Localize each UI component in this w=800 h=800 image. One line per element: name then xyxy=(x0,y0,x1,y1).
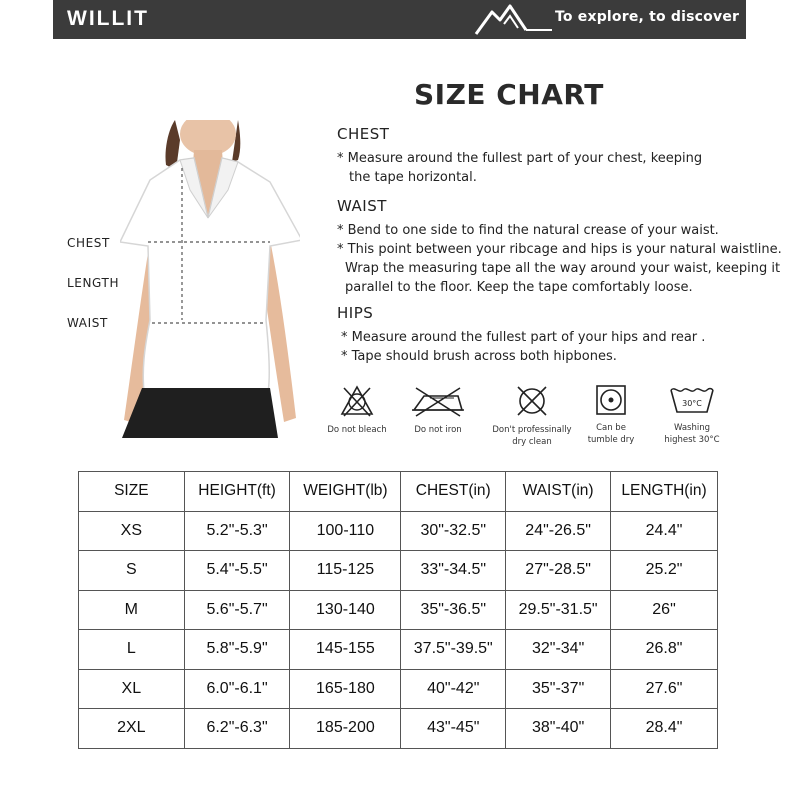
table-row xyxy=(79,709,718,749)
header-bar xyxy=(53,0,746,39)
table-cell: XS xyxy=(79,511,185,551)
table-header: WAIST(in) xyxy=(506,472,611,512)
wash-30-icon xyxy=(669,384,715,416)
table-cell: 115-125 xyxy=(290,551,401,591)
table-header-row xyxy=(79,472,718,512)
hips-title: HIPS xyxy=(337,304,374,322)
care-label: Do not iron xyxy=(414,425,462,435)
table-header: HEIGHT(ft) xyxy=(184,472,290,512)
no-iron-icon xyxy=(410,384,466,418)
waist-line: * This point between your ribcage and hips is your natural waistline. xyxy=(337,242,782,257)
table-cell: 5.4"-5.5" xyxy=(184,551,290,591)
care-label: Do not bleach xyxy=(327,425,387,435)
chest-line: the tape horizontal. xyxy=(349,170,477,185)
table-cell: 130-140 xyxy=(290,590,401,630)
care-item-no-bleach xyxy=(312,384,402,436)
brand-logo: WILLIT xyxy=(67,7,149,30)
table-cell: 28.4" xyxy=(611,709,718,749)
table-cell: 2XL xyxy=(79,709,185,749)
table-cell: 37.5"-39.5" xyxy=(401,630,506,670)
table-cell: 5.6"-5.7" xyxy=(184,590,290,630)
care-item-no-dry-clean xyxy=(487,384,577,448)
table-header: CHEST(in) xyxy=(401,472,506,512)
wash-temp-badge: 30°C xyxy=(682,399,702,408)
table-cell: M xyxy=(79,590,185,630)
care-label: Can be xyxy=(596,423,626,433)
table-cell: 6.0"-6.1" xyxy=(184,669,290,709)
hips-line: * Measure around the fullest part of your hips and rear . xyxy=(341,330,706,345)
table-cell: 35"-36.5" xyxy=(401,590,506,630)
model-label-length: LENGTH xyxy=(67,276,120,290)
table-cell: 25.2" xyxy=(611,551,718,591)
table-cell: 24"-26.5" xyxy=(506,511,611,551)
care-label: tumble dry xyxy=(587,435,635,445)
hips-section xyxy=(337,304,705,366)
table-row xyxy=(79,590,718,630)
table-cell: 27"-28.5" xyxy=(506,551,611,591)
no-bleach-icon xyxy=(340,384,374,418)
table-row xyxy=(79,669,718,709)
table-header: WEIGHT(lb) xyxy=(290,472,401,512)
table-row xyxy=(79,551,718,591)
care-item-no-iron xyxy=(393,384,483,436)
chest-section xyxy=(337,125,702,187)
care-item-tumble-dry xyxy=(566,384,656,446)
model-label-waist: WAIST xyxy=(67,316,108,330)
tagline: To explore, to discover xyxy=(555,9,740,25)
table-row xyxy=(79,511,718,551)
waist-line: * Bend to one side to find the natural crease of your waist. xyxy=(337,223,719,238)
table-cell: 32"-34" xyxy=(506,630,611,670)
table-cell: 29.5"-31.5" xyxy=(506,590,611,630)
table-cell: 35"-37" xyxy=(506,669,611,709)
table-cell: 6.2"-6.3" xyxy=(184,709,290,749)
model-illustration xyxy=(120,120,300,438)
table-cell: 26.8" xyxy=(611,630,718,670)
table-header: LENGTH(in) xyxy=(611,472,718,512)
waist-line: parallel to the floor. Keep the tape comfortably loose. xyxy=(345,280,693,295)
table-cell: 145-155 xyxy=(290,630,401,670)
chest-title: CHEST xyxy=(337,125,390,143)
care-label: dry clean xyxy=(512,437,552,447)
table-cell: 100-110 xyxy=(290,511,401,551)
table-cell: 26" xyxy=(611,590,718,630)
care-label: highest 30°C xyxy=(664,435,720,445)
table-cell: 30"-32.5" xyxy=(401,511,506,551)
table-cell: 5.2"-5.3" xyxy=(184,511,290,551)
table-cell: L xyxy=(79,630,185,670)
table-cell: 24.4" xyxy=(611,511,718,551)
care-label: Don't professinally xyxy=(492,425,572,435)
no-dry-clean-icon xyxy=(515,384,549,418)
size-table xyxy=(78,471,718,749)
mountain-logo-icon xyxy=(474,2,554,36)
waist-line: Wrap the measuring tape all the way around your waist, keeping it xyxy=(345,261,781,276)
tumble-dry-icon xyxy=(595,384,627,416)
hips-line: * Tape should brush across both hipbones. xyxy=(341,349,617,364)
table-row xyxy=(79,630,718,670)
table-cell: 165-180 xyxy=(290,669,401,709)
waist-title: WAIST xyxy=(337,197,387,215)
page-title: SIZE CHART xyxy=(414,78,604,111)
table-cell: 5.8"-5.9" xyxy=(184,630,290,670)
table-cell: 185-200 xyxy=(290,709,401,749)
table-cell: 43"-45" xyxy=(401,709,506,749)
table-cell: 27.6" xyxy=(611,669,718,709)
table-header: SIZE xyxy=(79,472,185,512)
table-cell: 40"-42" xyxy=(401,669,506,709)
table-cell: XL xyxy=(79,669,185,709)
model-label-chest: CHEST xyxy=(67,236,110,250)
waist-section xyxy=(337,197,782,297)
care-item-wash-30 xyxy=(647,384,737,446)
table-cell: 38"-40" xyxy=(506,709,611,749)
table-cell: S xyxy=(79,551,185,591)
table-cell: 33"-34.5" xyxy=(401,551,506,591)
care-label: Washing xyxy=(673,423,711,433)
chest-line: * Measure around the fullest part of your chest, keeping xyxy=(337,151,703,166)
